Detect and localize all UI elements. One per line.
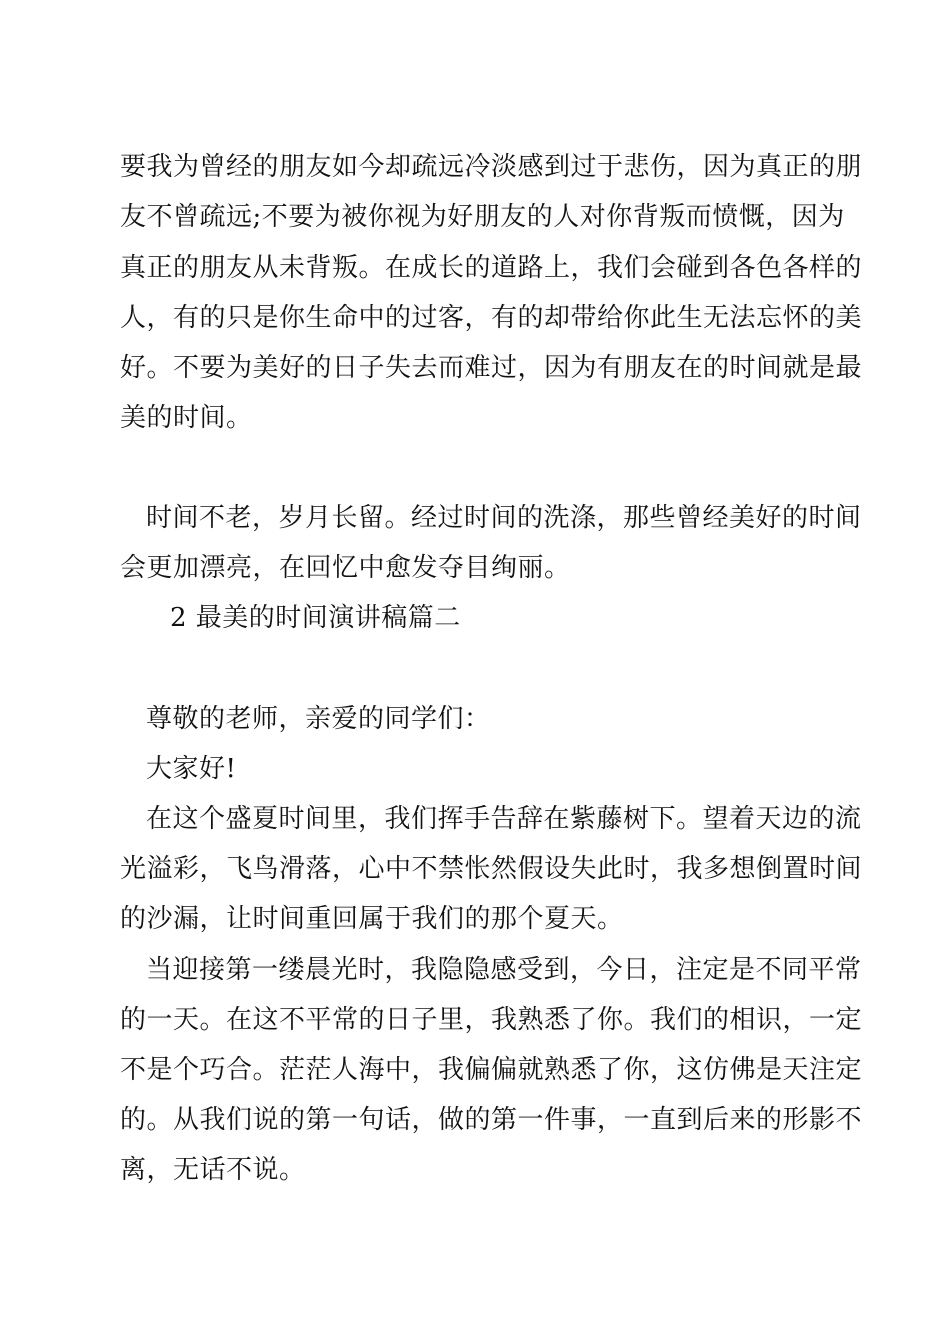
paragraph-line: 友不曾疏远;不要为被你视为好朋友的人对你背叛而愤慨，因为 [120, 202, 845, 232]
paragraph-line: 会更加漂亮，在回忆中愈发夺目绚丽。 [120, 553, 571, 583]
paragraph-line: 不是个巧合。茫茫人海中，我偏偏就熟悉了你，这仿佛是天注定 [120, 1055, 863, 1085]
paragraph-line: 时间不老，岁月长留。经过时间的洗涤，那些曾经美好的时间 [146, 503, 862, 533]
paragraph-line: 光溢彩，飞鸟滑落，心中不禁怅然假设失此时，我多想倒置时间 [120, 854, 863, 884]
paragraph-line: 的一天。在这不平常的日子里，我熟悉了你。我们的相识，一定 [120, 1005, 863, 1035]
paragraph-line: 好。不要为美好的日子失去而难过，因为有朋友在的时间就是最 [120, 353, 863, 383]
paragraph-line: 美的时间。 [120, 403, 253, 433]
paragraph-line: 人，有的只是你生命中的过客，有的却带给你此生无法忘怀的美 [120, 303, 863, 333]
paragraph-line: 真正的朋友从未背叛。在成长的道路上，我们会碰到各色各样的 [120, 253, 863, 283]
paragraph-line: 离，无话不说。 [120, 1155, 306, 1185]
paragraph-line: 要我为曾经的朋友如今却疏远冷淡感到过于悲伤，因为真正的朋 [120, 152, 863, 182]
paragraph-line: 当迎接第一缕晨光时，我隐隐感受到，今日，注定是不同平常 [146, 955, 862, 985]
hello-line: 大家好! [146, 754, 237, 784]
paragraph-line: 的。从我们说的第一句话，做的第一件事，一直到后来的形影不 [120, 1105, 863, 1135]
greeting-line: 尊敬的老师，亲爱的同学们： [146, 704, 491, 734]
section-heading: 2 最美的时间演讲稿篇二 [170, 603, 461, 633]
paragraph-line: 在这个盛夏时间里，我们挥手告辞在紫藤树下。望着天边的流 [146, 804, 862, 834]
paragraph-line: 的沙漏，让时间重回属于我们的那个夏天。 [120, 904, 624, 934]
